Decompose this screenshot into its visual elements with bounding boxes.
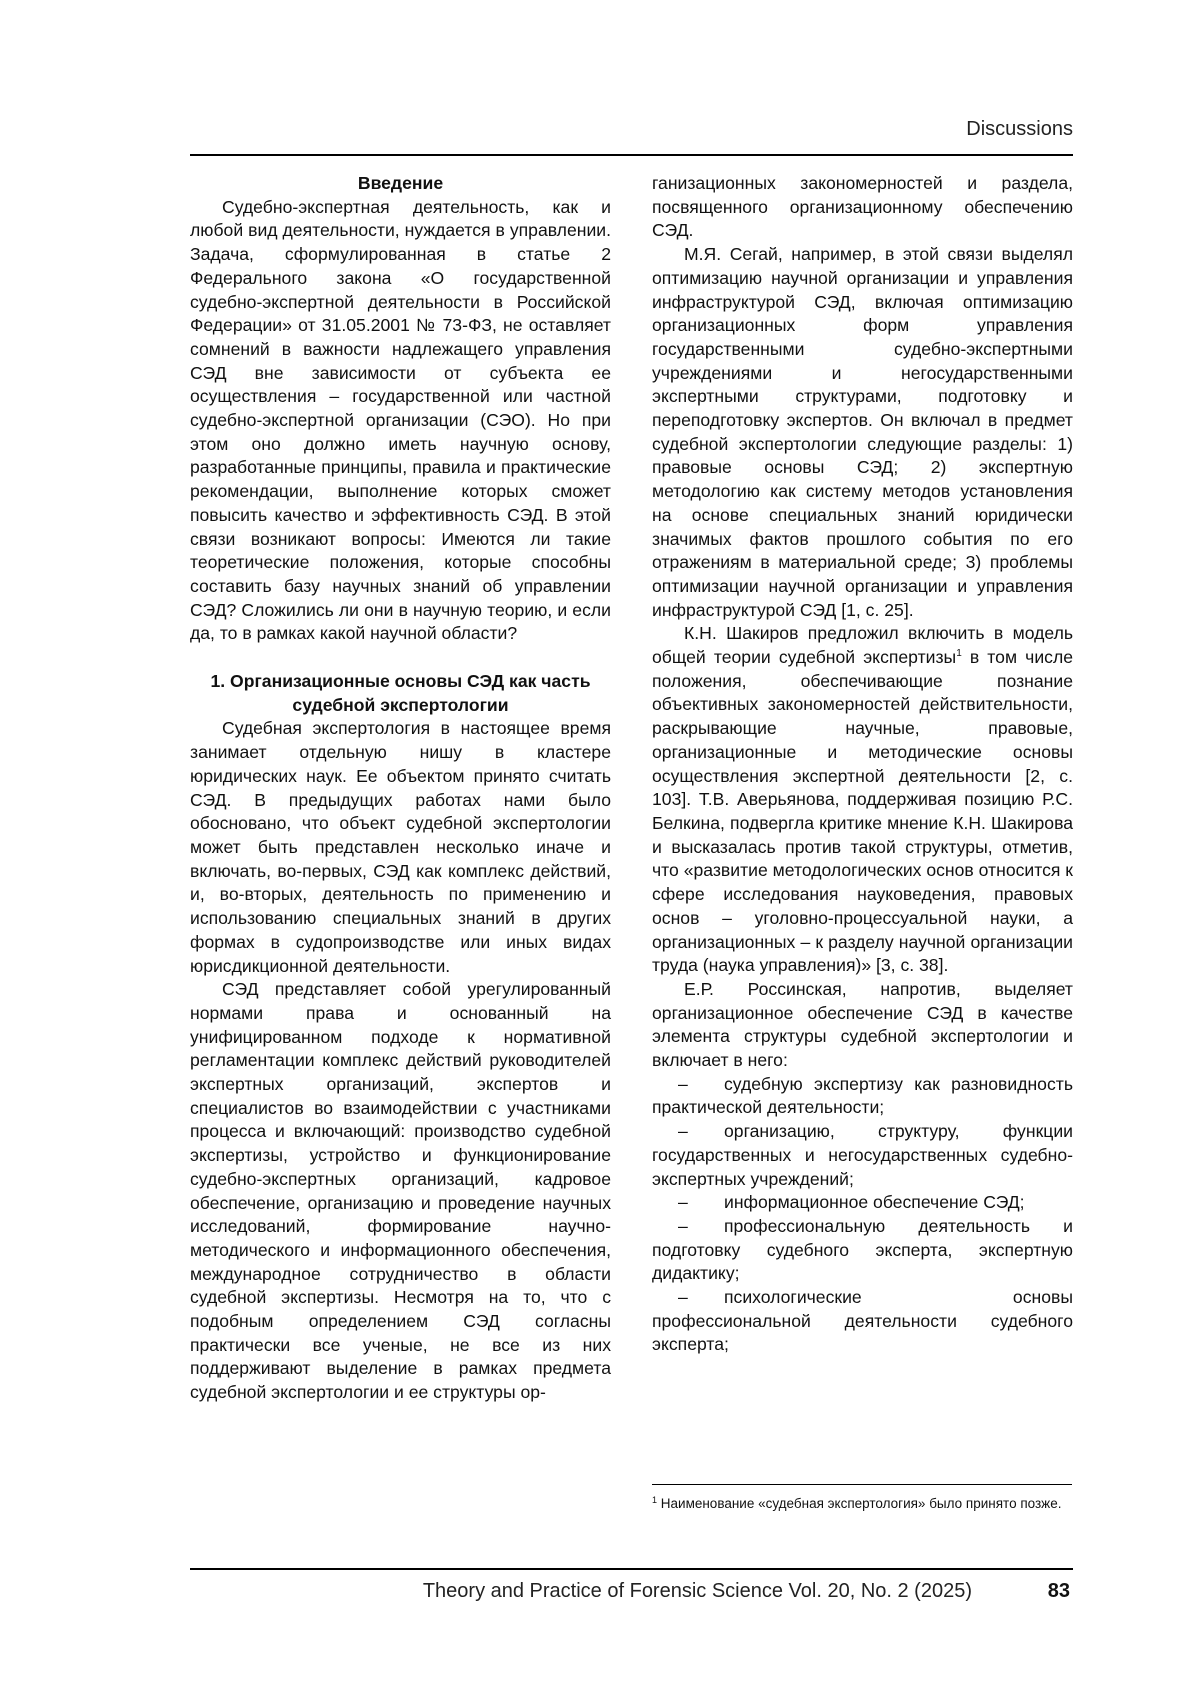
footer-rule: [190, 1568, 1073, 1570]
shakirov-text-a: К.Н. Шакиров предложил включить в модель общей теории судебной экспертизы: [652, 623, 1073, 668]
list-dash: –: [678, 1121, 688, 1142]
shakirov-text-b: в том числе положения, обеспечивающие познание объективных закономерностей действительности, раскрывающие научные, правовые, организационные и методические основы осуществления экспертной деятельности [2, с. 103]. Т.В. Аверьянова, поддерживая позицию Р.С. Белкина, подвергла критике мнение К.Н. Шакирова и высказалась против такой структуры, отметив, что «развитие методологических основ относится к сфере исследования науковедения, правовых основ – уголовно-процессуальной науки, а организационных – к разделу научной организации труда (наука управления)» [3, с. 38].: [652, 647, 1073, 976]
left-column: [190, 172, 611, 1405]
list-item: – организацию, структуру, функции государственных и негосударственных судебно-экспертных учреждений;: [652, 1121, 1073, 1189]
list-item: – психологические основы профессиональной деятельности судебного эксперта;: [652, 1287, 1073, 1355]
paragraph-segai: М.Я. Сегай, например, в этой связи выделял оптимизацию научной организации и управления инфраструктурой СЭД, включая оптимизацию организационных форм управления государственными судебно-экспертными учреждениями и негосударственными экспертными структурами, подготовку и переподготовку экспертов. Он включал в предмет судебной экспертологии следующие разделы: 1) правовые основы СЭД; 2) экспертную методологию как систему методов установления на основе специальных знаний юридически значимых фактов прошлого события по его отражениям в материальной среде; 3) проблемы оптимизации научной организации и управления инфраструктурой СЭД [1, с. 25].: [652, 244, 1073, 620]
paragraph-forensic-expertology: Судебная экспертология в настоящее время занимает отдельную нишу в кластере юридических наук. Ее объектом принято считать СЭД. В предыдущих работах нами было обосновано, что объект судебной экспертологии может быть представлен несколько иначе и включать, во-первых, СЭД как комплекс действий, и, во-вторых, деятельность по применению и использованию специальных знаний в других формах в судопроизводстве или иных видах юрисдикционной деятельности.: [190, 718, 611, 976]
journal-title: Theory and Practice of Forensic Science Vol. 20, No. 2 (2025): [422, 1580, 972, 1602]
footnote-reference[interactable]: 1: [956, 648, 962, 660]
list-dash: –: [678, 1287, 688, 1308]
list-dash: –: [678, 1192, 688, 1213]
footnote-text: Наименование «судебная экспертология» было принято позже.: [657, 1496, 1062, 1511]
paragraph-rossinskaya: Е.Р. Россинская, напротив, выделяет организационное обеспечение СЭД в качестве элемента структуры судебной экспертологии и включает в него:: [652, 978, 1073, 1071]
footnote-mark: 1: [652, 1495, 658, 1505]
list-item: – профессиональную деятельность и подготовку судебного эксперта, экспертную дидактику;: [652, 1215, 1073, 1284]
list-dash: –: [678, 1215, 688, 1236]
heading-introduction: Введение: [357, 173, 444, 193]
paragraph-continued: ганизационных закономерностей и раздела, посвященного организационному обеспечению СЭД.: [652, 173, 1073, 241]
paragraph-shakirov: [652, 622, 1073, 978]
page-number: 83: [1047, 1580, 1070, 1602]
list-item: – информационное обеспечение СЭД;: [652, 1191, 1073, 1215]
header-rule: [190, 154, 1073, 156]
section-label: Discussions: [966, 118, 1073, 140]
list-item: – судебную экспертизу как разновидность практической деятельности;: [652, 1073, 1073, 1118]
paragraph-sed-definition: СЭД представляет собой урегулированный нормами права и основанный на унифицированном подходе к нормативной регламентации комплекс действий руководителей экспертных организаций, экспертов и специалистов во взаимодействии с участниками процесса и включающий: производство судебной экспертизы, устройство и функционирование судебно-экспертных организаций, кадровое обеспечение, организацию и проведение научных исследований, формирование научно-методического и информационного обеспечения, международное сотрудничество в области судебной экспертизы. Несмотря на то, что с подобным определением СЭД согласны практически все ученые, не все из них поддерживают выделение в рамках предмета судебной экспертологии и ее структуры ор-: [190, 979, 611, 1403]
right-column: [652, 172, 1073, 1357]
rossinskaya-list: [652, 1073, 1073, 1357]
footnote-rule: [652, 1484, 1072, 1485]
paragraph-introduction: Судебно-экспертная деятельность, как и любой вид деятельности, нуждается в управлении. Задача, сформулированная в статье 2 Федерального закона «О государственной судебно-экспертной деятельности в Российской Федерации» от 31.05.2001 № 73-ФЗ, не оставляет сомнений в важности надлежащего управления СЭД вне зависимости от субъекта ее осуществления – государственной или частной судебно-экспертной организации (СЭО). Но при этом оно должно иметь научную основу, разработанные принципы, правила и практические рекомендации, выполнение которых сможет повысить качество и эффективность СЭД. В этой связи возникают вопросы: Имеются ли такие теоретические положения, которые способны составить базу научных знаний об управлении СЭД? Сложились ли они в научную теорию, и если да, то в рамках какой научной области?: [190, 196, 611, 644]
footnote: [652, 1493, 1077, 1514]
heading-section-1: 1. Организационные основы СЭД как часть судебной экспертологии: [210, 671, 591, 715]
list-dash: –: [678, 1073, 688, 1094]
